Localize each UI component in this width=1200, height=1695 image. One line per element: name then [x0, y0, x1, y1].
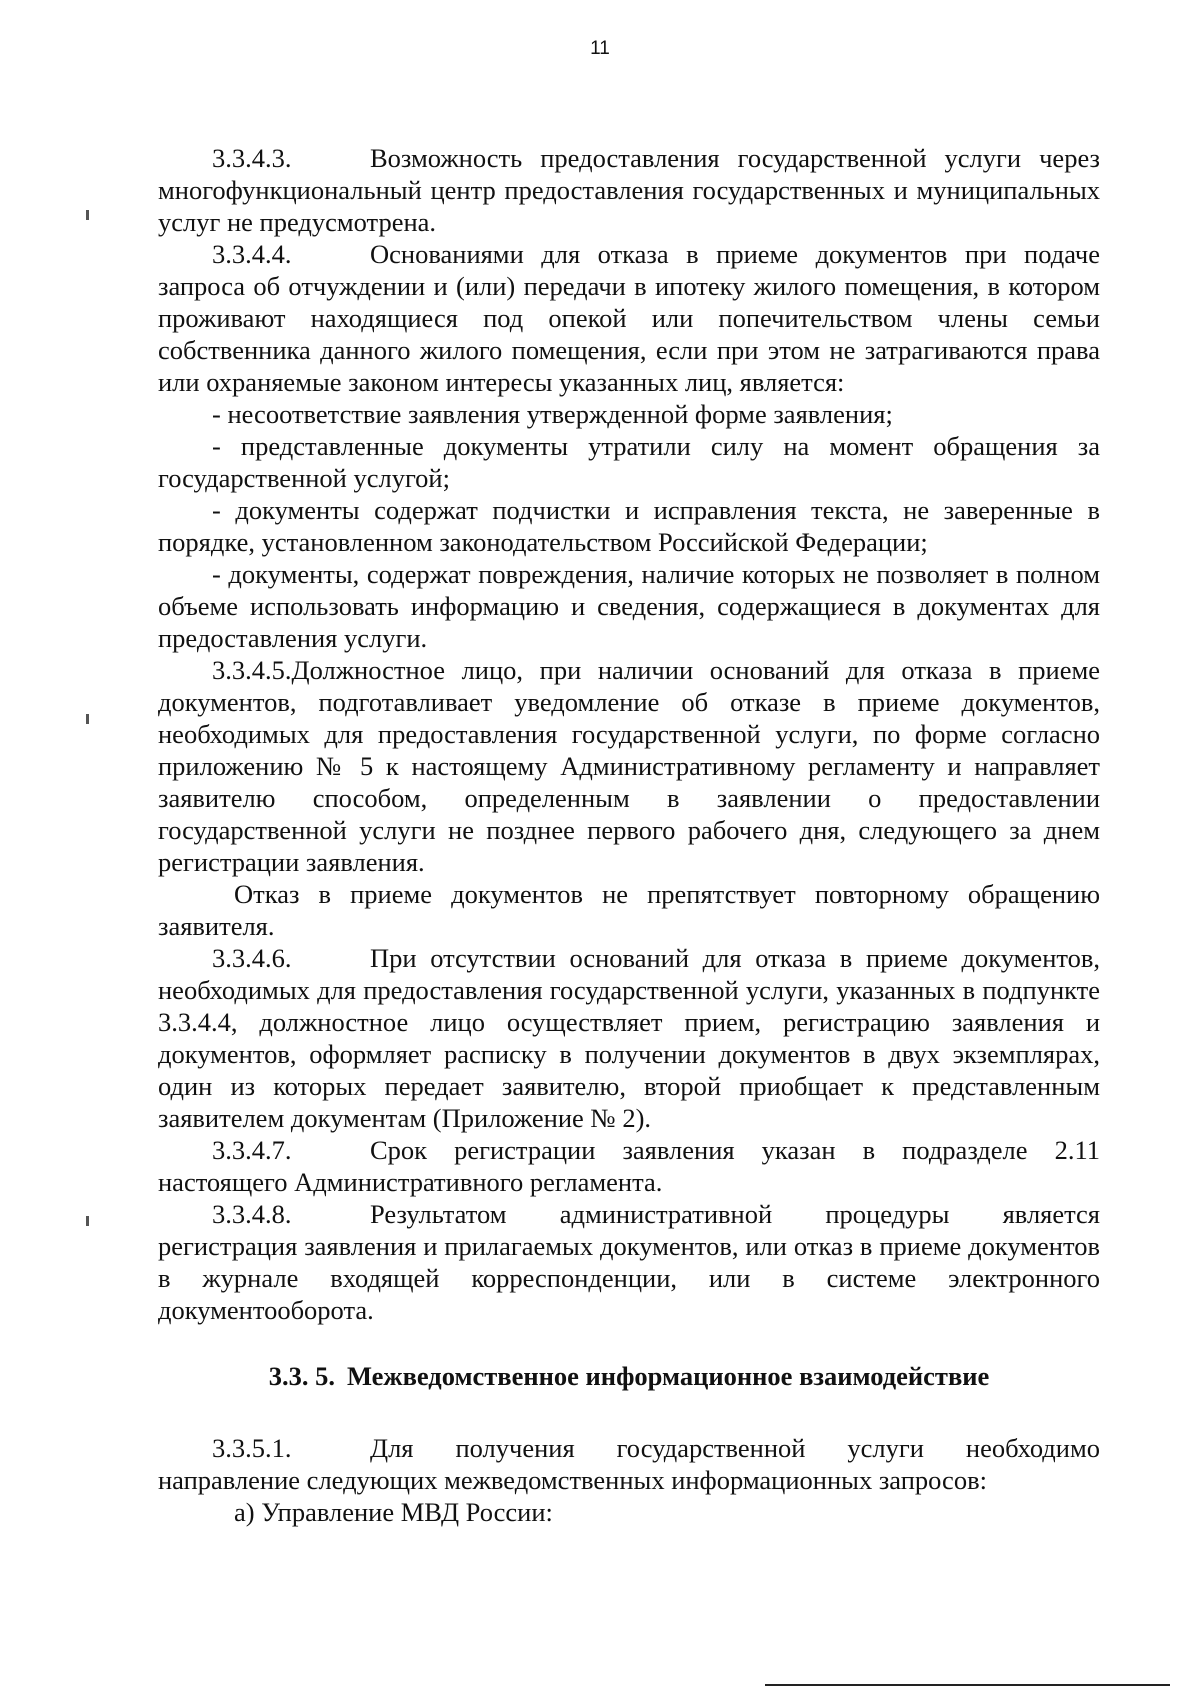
margin-mark	[86, 1216, 89, 1226]
section-heading	[158, 1360, 1100, 1392]
list-item: - документы содержат подчистки и исправления текста, не заверенные в порядке, установленном законодательством Российской Федерации;	[158, 495, 1100, 557]
document-body	[158, 142, 1100, 1528]
section-number: 3.3. 5.	[268, 1361, 335, 1391]
paragraph-text: Основаниями для отказа в приеме документов при подаче запроса об отчуждении и (или) передачи в ипотеку жилого помещения, в котором проживают находящиеся под опекой или попечительством члены семьи собственника данного жилого помещения, если при этом не затрагиваются права или охраняемые законом интересы указанных лиц, является:	[158, 239, 1100, 397]
paragraph-3-3-4-6	[158, 942, 1100, 1134]
paragraph-text: Возможность предоставления государственной услуги через многофункциональный центр предоставления государственных и муниципальных услуг не предусмотрена.	[158, 143, 1100, 237]
paragraph-text: Результатом административной процедуры является регистрация заявления и прилагаемых документов, или отказ в приеме документов в журнале входящей корреспонденции, или в системе электронного документооборота.	[158, 1199, 1100, 1325]
paragraph-number: 3.3.4.8.	[212, 1199, 292, 1229]
margin-mark	[86, 210, 89, 220]
paragraph-number: 3.3.5.1.	[212, 1433, 292, 1463]
paragraph-text: Срок регистрации заявления указан в подразделе 2.11 настоящего Административного регламента.	[158, 1135, 1100, 1197]
paragraph-3-3-5-1	[158, 1432, 1100, 1496]
paragraph-3-3-4-5: 3.3.4.5.Должностное лицо, при наличии оснований для отказа в приеме документов, подготавливает уведомление об отказе в приеме документов, необходимых для предоставления государственной услуги, по форме согласно приложению № 5 к настоящему Административному регламенту и направляет заявителю способом, определенным в заявлении о предоставлении государственной услуги не позднее первого рабочего дня, следующего за днем регистрации заявления.	[158, 655, 1100, 877]
paragraph-number: 3.3.4.6.	[212, 943, 292, 973]
refusal-note: Отказ в приеме документов не препятствует повторному обращению заявителя.	[158, 879, 1100, 941]
paragraph-number: 3.3.4.4.	[212, 239, 292, 269]
paragraph-text: При отсутствии оснований для отказа в приеме документов, необходимых для предоставления государственной услуги, указанных в подпункте 3.3.4.4, должностное лицо осуществляет прием, регистрацию заявления и документов, оформляет расписку в получении документов в двух экземплярах, один из которых передает заявителю, второй приобщает к представленным заявителем документам (Приложение № 2).	[158, 943, 1100, 1133]
paragraph-number: 3.3.4.3.	[212, 143, 292, 173]
page-number: 11	[590, 38, 610, 59]
paragraph-3-3-4-3	[158, 142, 1100, 238]
section-title: Межведомственное информационное взаимодействие	[346, 1361, 990, 1391]
list-item: - представленные документы утратили силу на момент обращения за государственной услугой;	[158, 431, 1100, 493]
list-item: - несоответствие заявления утвержденной форме заявления;	[212, 399, 893, 429]
paragraph-number: 3.3.4.7.	[212, 1135, 292, 1165]
paragraph-3-3-4-4	[158, 238, 1100, 398]
paragraph-3-3-4-7	[158, 1134, 1100, 1198]
paragraph-text: Для получения государственной услуги необходимо направление следующих межведомственных информационных запросов:	[158, 1433, 1100, 1495]
list-item-a: а) Управление МВД России:	[234, 1497, 553, 1527]
list-item: - документы, содержат повреждения, наличие которых не позволяет в полном объеме использовать информацию и сведения, содержащиеся в документах для предоставления услуги.	[158, 559, 1100, 653]
margin-mark	[86, 714, 89, 724]
bottom-rule	[765, 1684, 1170, 1686]
paragraph-3-3-4-8	[158, 1198, 1100, 1326]
